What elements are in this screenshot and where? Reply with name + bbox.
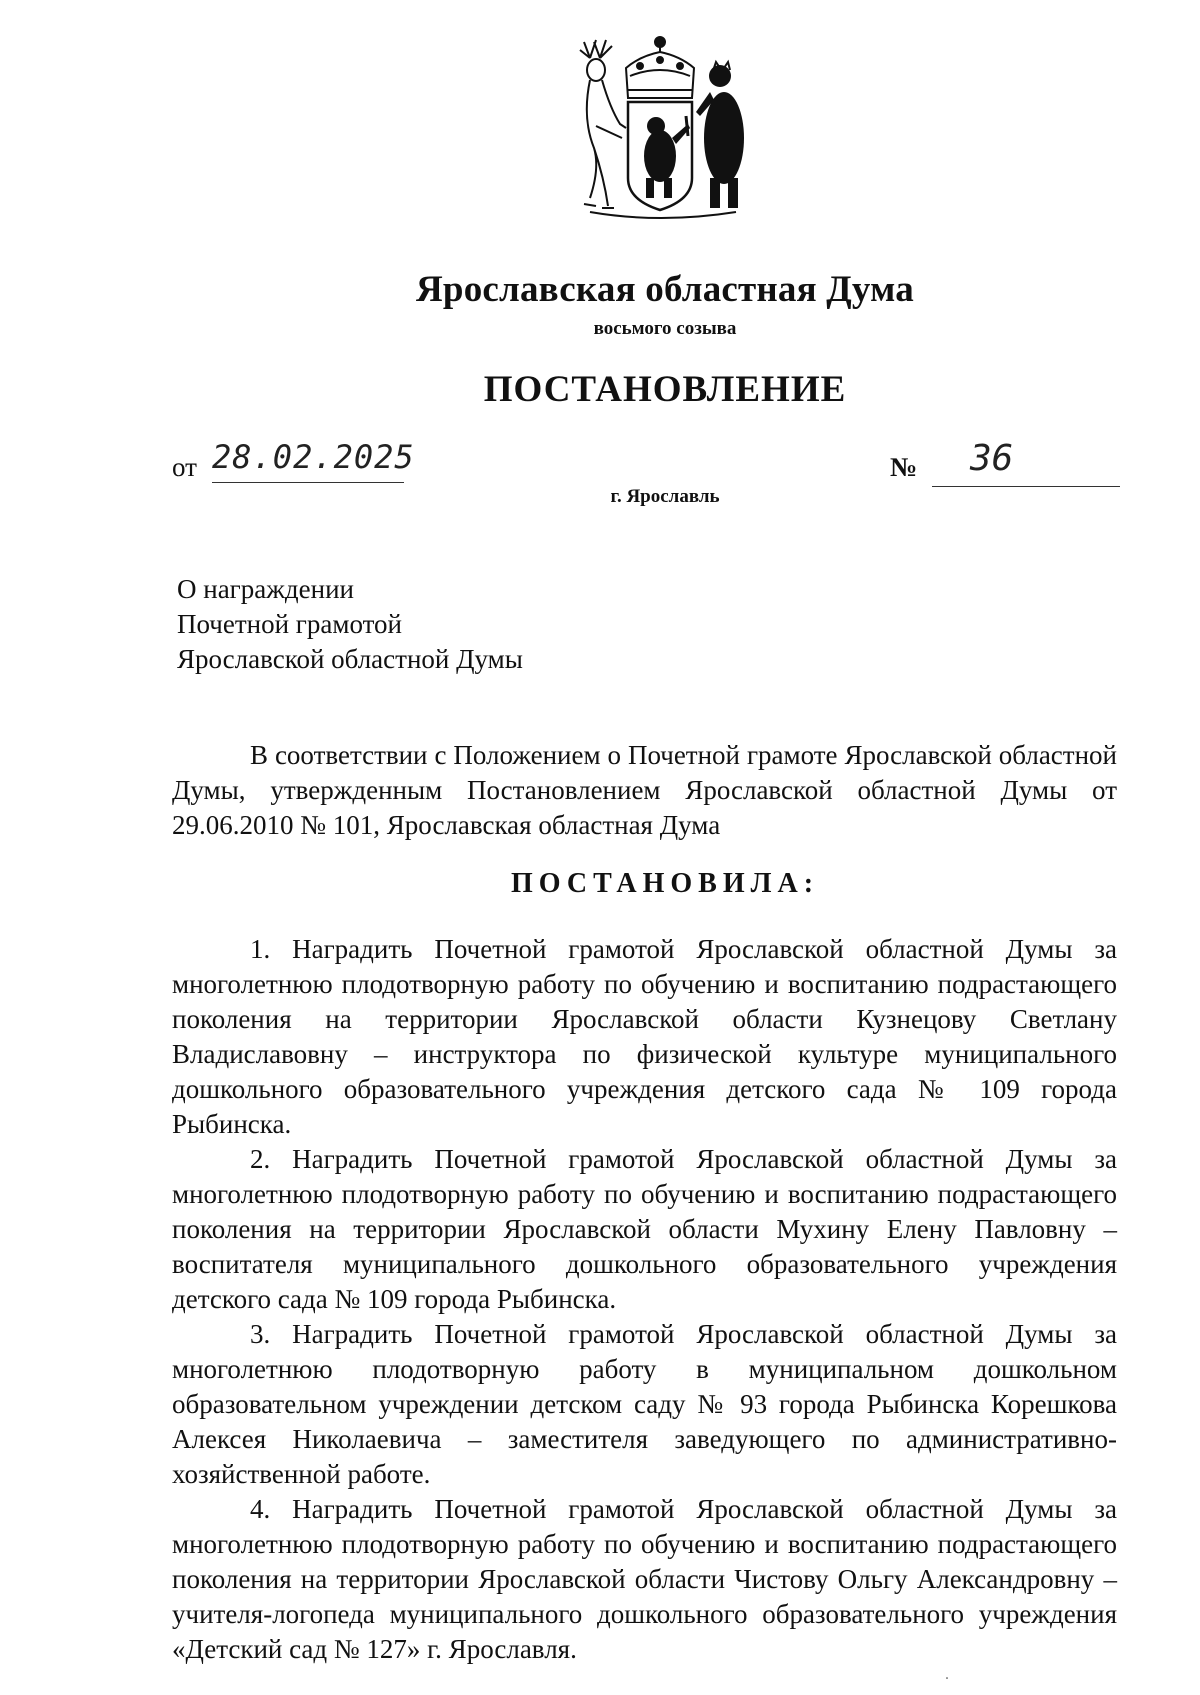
city-label: г. Ярославль (610, 486, 720, 507)
decree-item: 4. Наградить Почетной грамотой Ярославской областной Думы за многолетнюю плодотворную работу по обучению и воспитанию подрастающего поколения на территории Ярославской области Чистову Ольгу Александровну – учителя-логопеда муниципального дошкольного образовательного учреждения «Детский сад № 127» г. Ярославля. (172, 1494, 1117, 1664)
subject-line: Ярославской областной Думы (177, 644, 523, 674)
bear-supporter-icon (696, 62, 744, 208)
document-type-heading: ПОСТАНОВЛЕНИЕ (483, 369, 847, 410)
crown-icon (626, 37, 694, 98)
preamble-paragraph: В соответствии с Положением о Почетной грамоте Ярославской областной Думы, утвержденным Постановлением Ярославской областной Думы от 29.06.2010 № 101, Ярославская областная Дума (172, 740, 1117, 840)
organization-title: Ярославская областная Дума (416, 269, 914, 310)
decree-item: 3. Наградить Почетной грамотой Ярославской областной Думы за многолетнюю плодотворную работу в муниципальном дошкольном образовательном учреждении детском саду № 93 города Рыбинска Корешкова Алексея Николаевича – заместителя заведующего по административно-хозяйственной работе. (172, 1319, 1117, 1489)
deer-supporter-icon (580, 40, 626, 208)
coat-of-arms-icon (560, 28, 760, 228)
handwritten-number: 36 (970, 438, 1014, 479)
decree-item: 1. Наградить Почетной грамотой Ярославской областной Думы за многолетнюю плодотворную работу по обучению и воспитанию подрастающего поколения на территории Ярославской области Кузнецову Светлану Владиславовну – инструктора по физической культуре муниципального дошкольного образовательного учреждения детского сада № 109 города Рыбинска. (172, 934, 1117, 1139)
number-field (890, 438, 1120, 488)
number-prefix: № (890, 452, 918, 482)
date-field (172, 438, 415, 488)
decree-item: 2. Наградить Почетной грамотой Ярославской областной Думы за многолетнюю плодотворную работу по обучению и воспитанию подрастающего поколения на территории Ярославской области Мухину Елену Павловну – воспитателя муниципального дошкольного образовательного учреждения детского сада № 109 города Рыбинска. (172, 1144, 1117, 1314)
convocation-label: восьмого созыва (593, 318, 737, 339)
date-prefix: от (172, 452, 197, 482)
subject-line: О награждении (177, 574, 354, 604)
date-underline (212, 482, 404, 483)
handwritten-date: 28.02.2025 (212, 438, 415, 476)
page-mark: . (945, 1666, 949, 1683)
decree-items (172, 932, 1117, 1667)
subject-block (177, 572, 523, 677)
decree-heading: ПОСТАНОВИЛА: (510, 868, 820, 899)
subject-line: Почетной грамотой (177, 609, 402, 639)
